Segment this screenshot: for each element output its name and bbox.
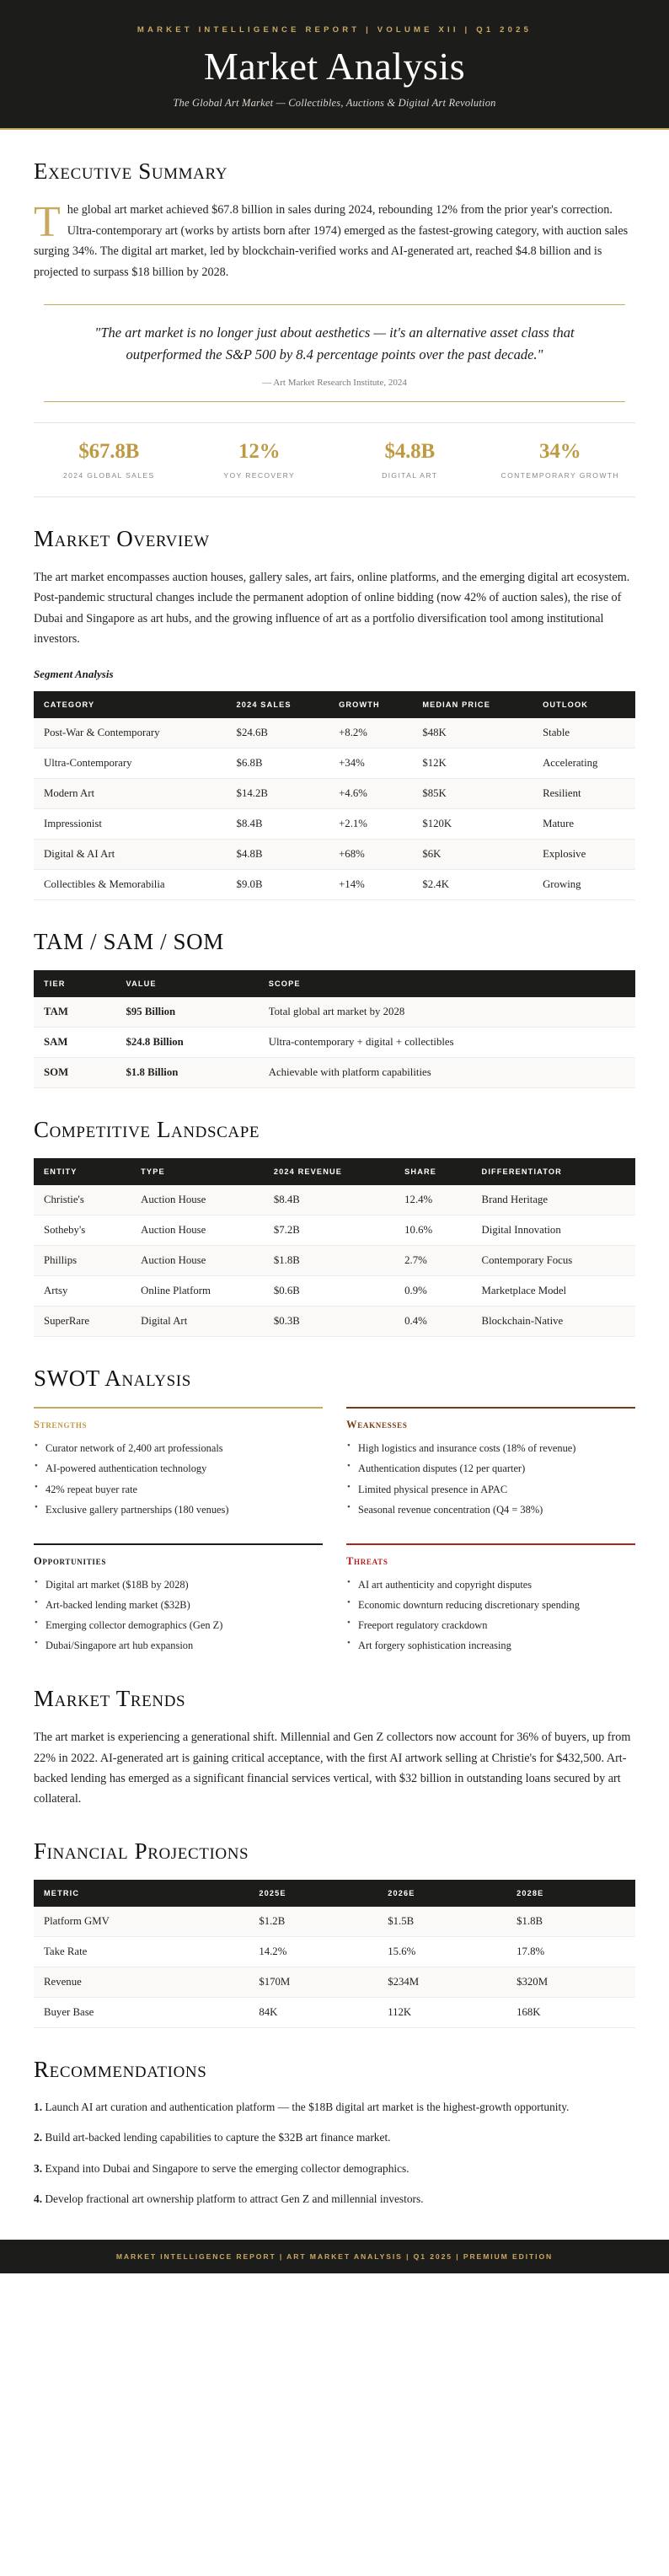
table-cell: $95 Billion bbox=[116, 997, 259, 1028]
table-cell: 10.6% bbox=[394, 1216, 471, 1246]
swot-quadrant-title: Weaknesses bbox=[346, 1419, 408, 1431]
table-cell: Artsy bbox=[34, 1276, 131, 1307]
swot-quadrant-strengths bbox=[34, 1407, 323, 1521]
table-column-header: 2025E bbox=[249, 1880, 377, 1907]
swot-item-list bbox=[346, 1440, 635, 1517]
table-cell: Auction House bbox=[131, 1246, 264, 1276]
swot-item: • AI art authenticity and copyright disputes bbox=[346, 1576, 635, 1593]
table-cell: Mature bbox=[533, 809, 635, 840]
table-cell: SOM bbox=[34, 1058, 116, 1088]
swot-item: • Authentication disputes (12 per quarter) bbox=[346, 1460, 635, 1477]
section-heading-swot-analysis: SWOT Analysis bbox=[34, 1366, 191, 1392]
swot-item: • High logistics and insurance costs (18% of revenue) bbox=[346, 1440, 635, 1457]
kpi-value: $67.8B bbox=[78, 439, 140, 463]
table-row bbox=[34, 1185, 635, 1216]
table-cell: $48K bbox=[412, 718, 533, 749]
table-competitive-landscape bbox=[34, 1158, 635, 1337]
table-row bbox=[34, 749, 635, 779]
kpi-strip bbox=[34, 422, 635, 497]
table-body bbox=[34, 718, 635, 900]
table-cell: Revenue bbox=[34, 1967, 249, 1997]
report-title: Market Analysis bbox=[203, 45, 466, 88]
table-row bbox=[34, 809, 635, 840]
section-heading-market-trends: Market Trends bbox=[34, 1686, 186, 1712]
table-cell: Modern Art bbox=[34, 779, 227, 809]
table-cell: $1.2B bbox=[249, 1907, 377, 1937]
table-header-row bbox=[34, 1880, 635, 1907]
table-cell: Collectibles & Memorabilia bbox=[34, 870, 227, 900]
swot-item: • Emerging collector demographics (Gen Z) bbox=[34, 1617, 323, 1634]
table-row bbox=[34, 870, 635, 900]
section-financial-projections bbox=[34, 1838, 635, 2028]
section-executive-summary bbox=[34, 158, 635, 496]
table-cell: Digital Art bbox=[131, 1307, 264, 1337]
table-tam-sam-som bbox=[34, 970, 635, 1088]
table-column-header: TIER bbox=[34, 970, 116, 997]
table-row bbox=[34, 997, 635, 1028]
table-cell: +34% bbox=[329, 749, 412, 779]
table-cell: Ultra-contemporary + digital + collectibles bbox=[259, 1028, 635, 1058]
table-cell: $24.6B bbox=[227, 718, 329, 749]
table-row bbox=[34, 1936, 635, 1967]
table-cell: Auction House bbox=[131, 1216, 264, 1246]
table-cell: Platform GMV bbox=[34, 1907, 249, 1937]
swot-quadrant-title: Strengths bbox=[34, 1419, 88, 1431]
table-cell: +68% bbox=[329, 840, 412, 870]
kpi-label: CONTEMPORARY GROWTH bbox=[500, 470, 619, 480]
table-row bbox=[34, 1276, 635, 1307]
table-head bbox=[34, 691, 635, 718]
swot-item-list bbox=[346, 1576, 635, 1654]
market-trends-paragraph: The art market is experiencing a generational shift. Millennial and Gen Z collectors now account for 36% of buyers, up from 22% in 2022. AI-generated art is gaining critical acceptance, with the first AI artwork selling at Christie's for $432,500. Art-backed lending has emerged as a significant financial services vertical, with $32 billion in outstanding loans secured by art collateral. bbox=[34, 1731, 631, 1806]
kpi-card bbox=[334, 440, 485, 481]
recommendations-list bbox=[34, 2098, 635, 2209]
recommendation-number: 2. bbox=[34, 2131, 45, 2144]
table-row bbox=[34, 1997, 635, 2027]
table-column-header: OUTLOOK bbox=[533, 691, 635, 718]
table-row bbox=[34, 1307, 635, 1337]
kpi-card bbox=[34, 440, 185, 481]
kpi-label: YOY RECOVERY bbox=[223, 470, 296, 480]
table-row bbox=[34, 840, 635, 870]
table-row bbox=[34, 1246, 635, 1276]
table-cell: $7.2B bbox=[264, 1216, 394, 1246]
table-cell: 14.2% bbox=[249, 1936, 377, 1967]
table-cell: $8.4B bbox=[227, 809, 329, 840]
table-cell: Marketplace Model bbox=[472, 1276, 635, 1307]
table-cell: $6K bbox=[412, 840, 533, 870]
pullquote-text: "The art market is no longer just about aesthetics — it's an alternative asset class that outperformed the S&P 500 by 8.4 percentage points over the past decade." bbox=[94, 324, 575, 363]
pullquote-attribution: — Art Market Research Institute, 2024 bbox=[262, 377, 407, 388]
section-heading-tam-sam-som: TAM / SAM / SOM bbox=[34, 929, 224, 955]
table-head bbox=[34, 1158, 635, 1185]
table-cell: Growing bbox=[533, 870, 635, 900]
kpi-card bbox=[185, 440, 335, 481]
table-cell: $1.8B bbox=[506, 1907, 635, 1937]
executive-summary-paragraph: The global art market achieved $67.8 billion in sales during 2024, rebounding 12% from the prior year's correction. Ultra-contemporary art (works by artists born after 1974) emerged as the fastest-growing category, with auction sales surging 34%. The digital art market, led by blockchain-verified works and AI-generated art, reached $4.8 billion and is projected to surpass $18 billion by 2028. bbox=[34, 198, 629, 279]
swot-item: • Art forgery sophistication increasing bbox=[346, 1637, 635, 1654]
swot-item: • Freeport regulatory crackdown bbox=[346, 1617, 635, 1634]
table-cell: 12.4% bbox=[394, 1185, 471, 1216]
table-cell: Explosive bbox=[533, 840, 635, 870]
swot-item: • 42% repeat buyer rate bbox=[34, 1481, 323, 1498]
table-column-header: MEDIAN PRICE bbox=[412, 691, 533, 718]
table-cell: 84K bbox=[249, 1997, 377, 2027]
table-financial-projections bbox=[34, 1880, 635, 2028]
table-cell: Sotheby's bbox=[34, 1216, 131, 1246]
table-head bbox=[34, 1880, 635, 1907]
swot-item: • Limited physical presence in APAC bbox=[346, 1481, 635, 1498]
table-cell: $2.4K bbox=[412, 870, 533, 900]
table-row bbox=[34, 779, 635, 809]
swot-item: • Economic downturn reducing discretionary spending bbox=[346, 1597, 635, 1613]
table-row bbox=[34, 1967, 635, 1997]
swot-quadrant-title: Threats bbox=[346, 1554, 388, 1567]
recommendation-text: Expand into Dubai and Singapore to serve the emerging collector demographics. bbox=[45, 2161, 409, 2175]
section-heading-competitive-landscape: Competitive Landscape bbox=[34, 1117, 260, 1143]
table-cell: 0.9% bbox=[394, 1276, 471, 1307]
subhead-segment-analysis: Segment Analysis bbox=[34, 668, 114, 681]
table-cell: Take Rate bbox=[34, 1936, 249, 1967]
section-heading-financial-projections: Financial Projections bbox=[34, 1838, 249, 1864]
section-heading-market-overview: Market Overview bbox=[34, 525, 210, 551]
table-cell: $6.8B bbox=[227, 749, 329, 779]
recommendation-text: Develop fractional art ownership platform to attract Gen Z and millennial investors. bbox=[45, 2192, 424, 2206]
table-cell: Christie's bbox=[34, 1185, 131, 1216]
table-cell: $234M bbox=[377, 1967, 506, 1997]
table-cell: 168K bbox=[506, 1997, 635, 2027]
table-cell: +8.2% bbox=[329, 718, 412, 749]
table-cell: Resilient bbox=[533, 779, 635, 809]
table-row bbox=[34, 1216, 635, 1246]
kpi-value: 12% bbox=[238, 439, 281, 463]
section-heading-executive-summary: Executive Summary bbox=[34, 158, 228, 185]
table-cell: $1.5B bbox=[377, 1907, 506, 1937]
table-body bbox=[34, 997, 635, 1088]
table-segment-analysis bbox=[34, 691, 635, 900]
table-cell: $170M bbox=[249, 1967, 377, 1997]
recommendation-number: 4. bbox=[34, 2192, 45, 2206]
table-column-header: SHARE bbox=[394, 1158, 471, 1185]
recommendation-number: 1. bbox=[34, 2100, 45, 2113]
section-recommendations bbox=[34, 2057, 635, 2209]
table-cell: Digital Innovation bbox=[472, 1216, 635, 1246]
table-cell: +2.1% bbox=[329, 809, 412, 840]
table-cell: Phillips bbox=[34, 1246, 131, 1276]
table-body bbox=[34, 1907, 635, 2028]
table-column-header: 2024 REVENUE bbox=[264, 1158, 394, 1185]
table-column-header: CATEGORY bbox=[34, 691, 227, 718]
swot-item: • Seasonal revenue concentration (Q4 = 38%) bbox=[346, 1501, 635, 1518]
table-cell: 17.8% bbox=[506, 1936, 635, 1967]
table-cell: 112K bbox=[377, 1997, 506, 2027]
kpi-label: 2024 GLOBAL SALES bbox=[62, 470, 155, 480]
section-market-overview bbox=[34, 526, 635, 901]
recommendation-text: Build art-backed lending capabilities to capture the $32B art finance market. bbox=[45, 2131, 391, 2144]
table-cell: SuperRare bbox=[34, 1307, 131, 1337]
table-head bbox=[34, 970, 635, 997]
swot-quadrant-threats bbox=[346, 1543, 635, 1657]
swot-item: • Art-backed lending market ($32B) bbox=[34, 1597, 323, 1613]
section-tam-sam-som bbox=[34, 929, 635, 1088]
swot-quadrant-weaknesses bbox=[346, 1407, 635, 1521]
table-cell: $4.8B bbox=[227, 840, 329, 870]
swot-quadrant-title: Opportunities bbox=[34, 1554, 107, 1567]
table-cell: Auction House bbox=[131, 1185, 264, 1216]
table-cell: 2.7% bbox=[394, 1246, 471, 1276]
swot-item: • Exclusive gallery partnerships (180 venues) bbox=[34, 1501, 323, 1518]
table-header-row bbox=[34, 970, 635, 997]
swot-quadrant-opportunities bbox=[34, 1543, 323, 1657]
table-row bbox=[34, 1058, 635, 1088]
table-column-header: GROWTH bbox=[329, 691, 412, 718]
table-cell: Contemporary Focus bbox=[472, 1246, 635, 1276]
recommendation-text: Launch AI art curation and authentication platform — the $18B digital art market is the highest-growth opportunity. bbox=[45, 2100, 570, 2113]
table-cell: +14% bbox=[329, 870, 412, 900]
kpi-value: $4.8B bbox=[384, 439, 435, 463]
table-cell: $8.4B bbox=[264, 1185, 394, 1216]
kpi-card bbox=[485, 440, 636, 481]
kpi-label: DIGITAL ART bbox=[382, 470, 438, 480]
table-cell: $14.2B bbox=[227, 779, 329, 809]
table-cell: $24.8 Billion bbox=[116, 1028, 259, 1058]
table-cell: TAM bbox=[34, 997, 116, 1028]
recommendation-number: 3. bbox=[34, 2161, 45, 2175]
table-row bbox=[34, 718, 635, 749]
table-column-header: SCOPE bbox=[259, 970, 635, 997]
section-competitive-landscape bbox=[34, 1117, 635, 1337]
swot-item: • Digital art market ($18B by 2028) bbox=[34, 1576, 323, 1593]
table-cell: $120K bbox=[412, 809, 533, 840]
report-subtitle: The Global Art Market — Collectibles, Auctions & Digital Art Revolution bbox=[173, 97, 496, 110]
table-cell: Total global art market by 2028 bbox=[259, 997, 635, 1028]
table-cell: Accelerating bbox=[533, 749, 635, 779]
table-row bbox=[34, 1907, 635, 1937]
table-column-header: METRIC bbox=[34, 1880, 249, 1907]
table-cell: $9.0B bbox=[227, 870, 329, 900]
report-masthead bbox=[0, 0, 669, 130]
table-cell: Digital & AI Art bbox=[34, 840, 227, 870]
table-header-row bbox=[34, 1158, 635, 1185]
table-column-header: VALUE bbox=[116, 970, 259, 997]
kpi-value: 34% bbox=[539, 439, 581, 463]
table-cell: 15.6% bbox=[377, 1936, 506, 1967]
swot-item: • Dubai/Singapore art hub expansion bbox=[34, 1637, 323, 1654]
table-cell: Online Platform bbox=[131, 1276, 264, 1307]
report-kicker: MARKET INTELLIGENCE REPORT | VOLUME XII | Q1 2025 bbox=[136, 25, 533, 35]
table-body bbox=[34, 1185, 635, 1337]
report-body bbox=[0, 130, 669, 2209]
swot-item: • Curator network of 2,400 art professionals bbox=[34, 1440, 323, 1457]
swot-item-list bbox=[34, 1440, 323, 1517]
table-cell: SAM bbox=[34, 1028, 116, 1058]
recommendation-item bbox=[34, 2098, 635, 2117]
section-swot-analysis bbox=[34, 1366, 635, 1657]
table-column-header: 2024 SALES bbox=[227, 691, 329, 718]
table-header-row bbox=[34, 691, 635, 718]
table-cell: Post-War & Contemporary bbox=[34, 718, 227, 749]
table-cell: $1.8 Billion bbox=[116, 1058, 259, 1088]
section-market-trends bbox=[34, 1686, 635, 1810]
table-cell: $12K bbox=[412, 749, 533, 779]
recommendation-item bbox=[34, 2160, 635, 2179]
table-cell: $85K bbox=[412, 779, 533, 809]
table-column-header: 2028E bbox=[506, 1880, 635, 1907]
table-cell: Buyer Base bbox=[34, 1997, 249, 2027]
swot-item-list bbox=[34, 1576, 323, 1654]
report-colophon bbox=[0, 2240, 669, 2273]
section-heading-recommendations: Recommendations bbox=[34, 2056, 207, 2082]
table-cell: $0.3B bbox=[264, 1307, 394, 1337]
table-cell: $0.6B bbox=[264, 1276, 394, 1307]
table-cell: Impressionist bbox=[34, 809, 227, 840]
table-column-header: ENTITY bbox=[34, 1158, 131, 1185]
table-cell: $1.8B bbox=[264, 1246, 394, 1276]
recommendation-item bbox=[34, 2190, 635, 2209]
swot-grid bbox=[34, 1407, 635, 1657]
table-row bbox=[34, 1028, 635, 1058]
recommendation-item bbox=[34, 2128, 635, 2148]
market-overview-paragraph: The art market encompasses auction houses, gallery sales, art fairs, online platforms, and the emerging digital art ecosystem. Post-pandemic structural changes include the permanent adoption of online bidding (now 42% of auction sales), the rise of Dubai and Singapore as art hubs, and the growing influence of art as a portfolio diversification tool among institutional investors. bbox=[34, 570, 630, 646]
table-cell: +4.6% bbox=[329, 779, 412, 809]
table-column-header: DIFFERENTIATOR bbox=[472, 1158, 635, 1185]
executive-summary-pullquote bbox=[44, 304, 625, 402]
table-cell: $320M bbox=[506, 1967, 635, 1997]
table-cell: 0.4% bbox=[394, 1307, 471, 1337]
swot-item: • AI-powered authentication technology bbox=[34, 1460, 323, 1477]
colophon-text: MARKET INTELLIGENCE REPORT | ART MARKET ANALYSIS | Q1 2025 | PREMIUM EDITION bbox=[115, 2251, 554, 2261]
table-column-header: TYPE bbox=[131, 1158, 264, 1185]
table-column-header: 2026E bbox=[377, 1880, 506, 1907]
table-cell: Ultra-Contemporary bbox=[34, 749, 227, 779]
table-cell: Blockchain-Native bbox=[472, 1307, 635, 1337]
table-cell: Brand Heritage bbox=[472, 1185, 635, 1216]
table-cell: Achievable with platform capabilities bbox=[259, 1058, 635, 1088]
table-cell: Stable bbox=[533, 718, 635, 749]
